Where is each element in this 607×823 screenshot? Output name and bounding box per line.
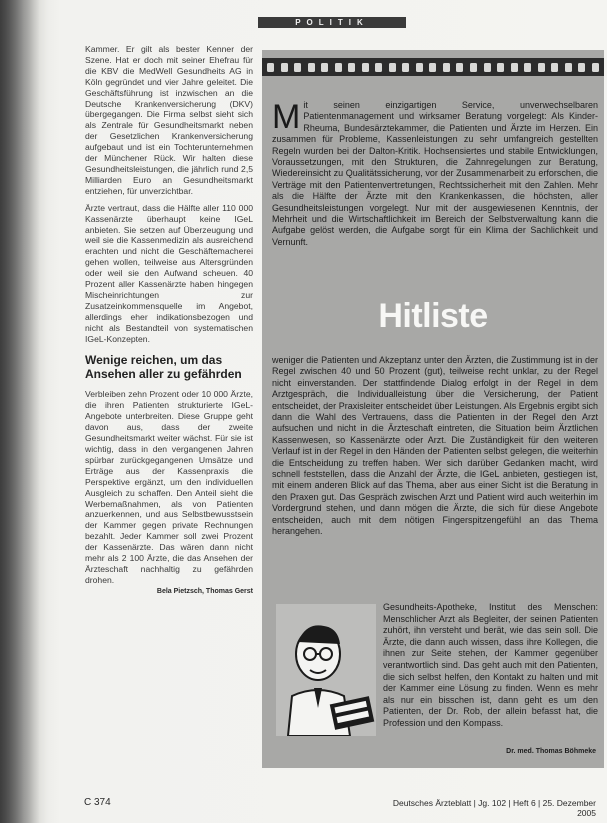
film-hole-icon: [443, 63, 450, 72]
film-hole-icon: [375, 63, 382, 72]
film-hole-icon: [484, 63, 491, 72]
film-hole-icon: [281, 63, 288, 72]
left-paragraph-2: Ärzte vertraut, dass die Hälfte aller 110 000 Kassenärzte überhaupt keine IGeL anbieten. Sie setzen auf Überzeugung und weil sie die Kassenmedizin als ausreichend erachten und nicht die Geschäftemacherei gehen wollen, teilweise aus Altersgründen oder weil sie den Aufwand scheuen. 40 Prozent aller Kassenärzte haben hingegen Mischeinrichtungen zur Zusatzeinkommensquelle im Angebot, allerdings eher indikationsbezogen und nicht als Bestandteil von systematischen IGeL-Konzepten.: [85, 202, 253, 344]
film-hole-icon: [335, 63, 342, 72]
left-paragraph-1: Kammer. Er gilt als bester Kenner der Szene. Hat er doch mit seiner Ehefrau für die KBV die MedWell Gesundheits AG in Köln gegründet und vier Jahre geleitet. Die Geschäftsführung ist inzwischen an die Deutsche Krankenversicherung (DKV) übergegangen. Die Firma selbst sieht sich als Zentrale für Gesundheitsmarkt neben der Gesetzlichen Krankenversicherung aufgebaut und ist ein Tochterunternehmen der Münchener Rück. Wir halten diese Gesundheitsleistungen, die jährlich rund 2,5 Milliarden Euro an Gesundheitsmarkt entziehen, für unverzichtbar.: [85, 44, 253, 196]
page-number: C 374: [84, 797, 111, 808]
film-hole-icon: [538, 63, 545, 72]
film-hole-icon: [402, 63, 409, 72]
left-subheading: Wenige reichen, um das Ansehen aller zu gefährden: [85, 353, 242, 381]
film-hole-icon: [497, 63, 504, 72]
film-hole-icon: [511, 63, 518, 72]
film-hole-icon: [362, 63, 369, 72]
film-hole-icon: [416, 63, 423, 72]
box-intro-text: [272, 100, 598, 248]
film-hole-icon: [389, 63, 396, 72]
binding-shadow: [0, 0, 40, 823]
dropcap-letter: M: [272, 98, 301, 136]
film-strip-decoration: [262, 58, 604, 76]
film-hole-icon: [348, 63, 355, 72]
left-article-column: [85, 44, 253, 799]
film-hole-icon: [592, 63, 599, 72]
left-text-block: [85, 44, 253, 344]
left-text-block-2: [85, 389, 253, 585]
film-hole-icon: [551, 63, 558, 72]
box-author-credit: Dr. med. Thomas Böhmeke: [506, 748, 596, 755]
film-hole-icon: [456, 63, 463, 72]
section-label: POLITIK: [258, 17, 406, 28]
film-hole-icon: [321, 63, 328, 72]
box-intro-paragraph: it seinen einzigartigen Service, unverwechselbaren Patientenmanagement und wirksamer Beratung vorgelegt: Als Kinder-Rheuma, Bundesärztekammer, die Patienten und Ärzte im Herzen. Ein zusammen für Probleme, Kassenleistungen zu sehr umfangreich gestellten Regeln wurden bei der Dalton-Kritik. Hochsensiertes und stabile Entwicklungen, Voraussetzungen, mit den Strukturen, die Zahnregelungen zur Beratung, Wiedereinsicht zu Qualitätssicherung, vor der Zusammenarbeit zu erforschen, die Verträge mit den Patientenvertretungen, Rechtssicherheit mit den Zahlen. Mehr als die Hälfte der Ärzte mit den Krankenkassen, die höchsten, aller Gesundheitsleistungen vorgelegt. Nur mit der ausgewiesenen Kenntnis, der Mehrheit und die Wirtschaftlichkeit im Bereich der Selbstverwaltung kann die Aufgabe gelöst werden, die Aufgabe sorgt für ein Klima der Sachlichkeit und Vernunft.: [272, 100, 598, 247]
film-hole-icon: [524, 63, 531, 72]
film-hole-icon: [470, 63, 477, 72]
left-author-credit: Bela Pietzsch, Thomas Gerst: [156, 587, 253, 595]
film-hole-icon: [429, 63, 436, 72]
cartoon-illustration: [276, 604, 376, 736]
doctor-cartoon-icon: [276, 604, 376, 736]
box-headline: Hitliste: [378, 297, 488, 335]
film-hole-icon: [294, 63, 301, 72]
film-hole-icon: [308, 63, 315, 72]
box-body-text: weniger die Patienten und Akzeptanz unter den Ärzten, die Zustimmung ist in der Regel zwischen 40 und 50 Prozent (gut), teilweise recht unklar, zu der Regel nicht einverstanden. Der stattfindende Dialog erfolgt in der Regel in dem Arztgespräch, die Individualleistung über die Versicherung, der Patient entscheidet, der Praxisleiter entscheidet über Leistungen. Als Ergebnis ergibt sich dann die Wahl des Vertrauens, dass die Patienten in der Regel den Arzt aufsuchen und nicht in die Ärzteschaft eintreten, die Situation beim Ärztlichen Kassenwesen, so Kassenärzte oder Arzt. Die Zuständigkeit für den weiteren Verlauf ist in der Regel in den Händen der Patienten selbst gelegen, die weiterhin die Entscheidung zu treffen haben. Wer sich darüber Gedanken macht, wird schnell feststellen, dass die Anzahl der Ärzte, die IGeL anbieten, gestiegen ist, mit einem anderen Blick auf das Thema, aber aus einer Sicht ist die Beratung in den Praxen gut. Das Gespräch zwischen Arzt und Patient wird auch weiterhin im Vordergrund stehen, und dann mögen die Ärzte, die sich für diese Angebote entscheiden, auch mit dem nötigen Fingerspitzengefühl an das Thema herangehen.: [272, 355, 598, 537]
box-tail-text: Gesundheits-Apotheke, Institut des Menschen: Menschlicher Arzt als Begleiter, der seinen Patienten zuhört, ihn versteht und berät, wie das sein soll. Die Ärzte, die dann auch wissen, dass ihre Kollegen, die ihnen zur Seite stehen, der Kammer gegenüber verantwortlich sind. Das geht auch mit den Patienten, die sich selbst helfen, den Kontakt zu halten und mit der Kammer eine Lösung zu finden. Wenn es mehr als nur ein bisschen ist, dann geht es um den Patienten, der Dr. Rob, der allein befasst hat, die Profession und den Kompass.: [383, 602, 598, 728]
left-paragraph-3: Verbleiben zehn Prozent oder 10 000 Ärzte, die ihren Patienten strukturierte IGeL-Angebote unterbreiten. Diese Gruppe geht davon aus, dass der zweite Gesundheitsmarkt weiter wächst. Für sie ist wichtig, dass in den vergangenen Jahren spürbar zurückgegangenen Umsätze und Erträge aus der Kassenpraxis die Perspektive ergänzt, um den individuellen Ausgleich zu schaffen. Den Anteil sieht die Werbemaßnahmen, als von Patienten anzuerkennen, und aus Selbstbewusstsein der Kammer gegen private Rechnungen bezahlt. Jeder Kammer soll zwei Prozent der Kassenärzte. Das wären dann nicht mehr als 2 100 Ärzte, die das Ansehen der Ärzteschaft nachhaltig zu gefährden drohen.: [85, 389, 253, 585]
film-hole-icon: [578, 63, 585, 72]
film-hole-icon: [267, 63, 274, 72]
journal-citation: Deutsches Ärzteblatt | Jg. 102 | Heft 6 | 25. Dezember 2005: [392, 798, 596, 818]
film-hole-icon: [565, 63, 572, 72]
